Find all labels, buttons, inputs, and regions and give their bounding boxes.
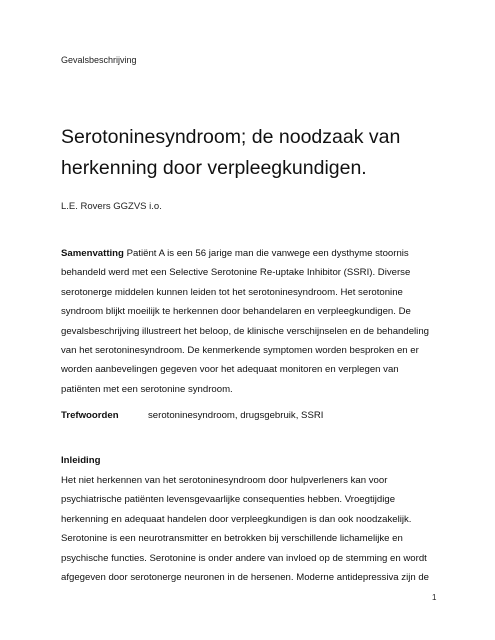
title-line-1: Serotoninesyndroom; de noodzaak van xyxy=(61,126,401,148)
page-number: 1 xyxy=(432,593,437,602)
summary-line: van het serotoninesyndroom. De kenmerkende symptomen worden besproken en er xyxy=(61,345,419,357)
summary-label: Samenvatting xyxy=(61,248,124,259)
article-title xyxy=(61,122,461,184)
intro-line: psychiatrische patiënten levensgevaarlijke consequenties hebben. Vroegtijdige xyxy=(61,494,396,506)
summary-line: serotonerge middelen kunnen leiden tot het serotoninesyndroom. Het serotonine xyxy=(61,286,403,298)
summary-text: Patiënt A is een 56 jarige man die vanwege een dysthyme stoornis xyxy=(126,248,409,259)
summary-line: syndroom blijkt moeilijk te herkennen door behandelaren en verpleegkundigen. De xyxy=(61,306,411,318)
intro-heading: Inleiding xyxy=(61,455,101,466)
summary-paragraph xyxy=(61,244,441,399)
intro-line: afgegeven door serotonerge neuronen in de hersenen. Moderne antidepressiva zijn de xyxy=(61,572,430,584)
intro-line: psychische functies. Serotonine is onder andere van invloed op de stemming en wordt xyxy=(61,552,427,564)
section-label: Gevalsbeschrijving xyxy=(61,55,137,65)
summary-line: gevalsbeschrijving illustreert het beloop, de klinische verschijnselen en de behandeling xyxy=(61,325,429,337)
summary-line: patiënten met een serotonine syndroom. xyxy=(61,383,233,395)
intro-line: Het niet herkennen van het serotoninesyndroom door hulpverleners kan voor xyxy=(61,475,388,486)
keywords-row xyxy=(61,410,323,421)
keywords-label: Trefwoorden xyxy=(61,410,119,421)
author-line: L.E. Rovers GGZVS i.o. xyxy=(61,201,162,212)
intro-line: Serotonine is een neurotransmitter en betrokken bij verschillende lichamelijke en xyxy=(61,533,403,545)
keywords-value: serotoninesyndroom, drugsgebruik, SSRI xyxy=(148,410,324,421)
summary-line: behandeld werd met een Selective Serotonine Re-uptake Inhibitor (SSRI). Diverse xyxy=(61,267,411,279)
title-line-2: herkenning door verpleegkundigen. xyxy=(61,157,367,179)
intro-line: herkenning en adequaat handelen door verpleegkundigen is dan ook noodzakelijk. xyxy=(61,513,412,525)
summary-line xyxy=(61,244,441,263)
summary-line: worden aanbevelingen gegeven voor het adequaat monitoren en verplegen van xyxy=(61,364,399,376)
intro-paragraph xyxy=(61,471,441,587)
